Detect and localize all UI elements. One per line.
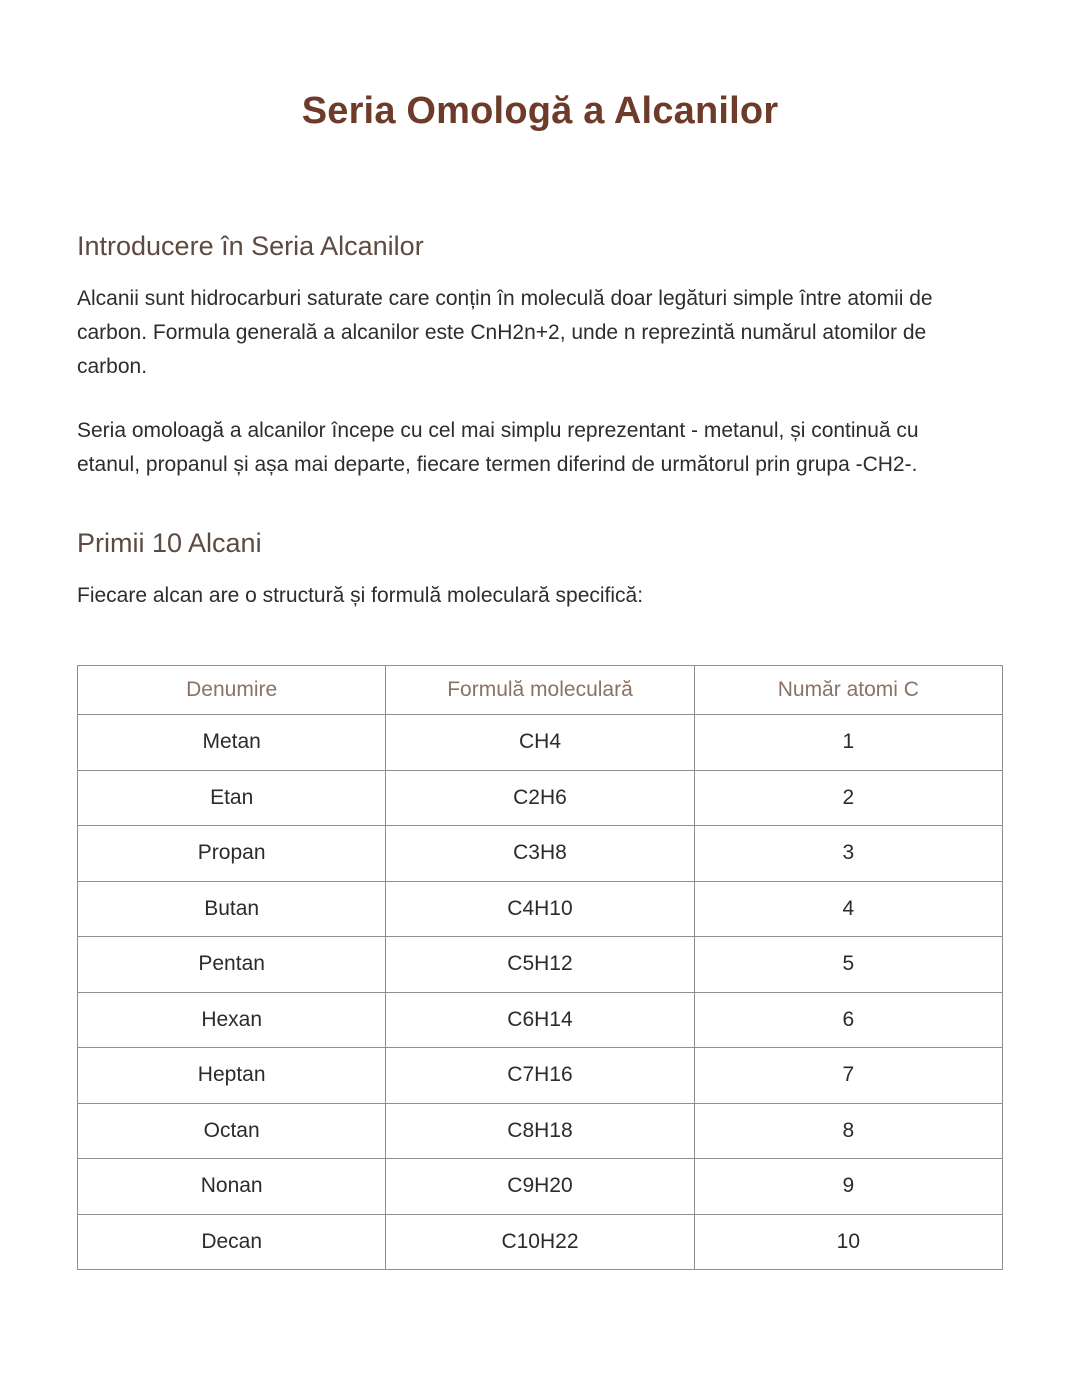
- table-cell: C8H18: [386, 1103, 694, 1159]
- alkanes-table: [77, 665, 1003, 1270]
- table-row: [78, 715, 1003, 771]
- table-cell: C7H16: [386, 1048, 694, 1104]
- table-cell: 6: [694, 992, 1002, 1048]
- page-title: Seria Omologă a Alcanilor: [301, 90, 779, 132]
- table-cell: C10H22: [386, 1214, 694, 1270]
- table-cell: Etan: [78, 770, 386, 826]
- intro-paragraph-1: Alcanii sunt hidrocarburi saturate care conțin în moleculă doar legături simple între atomii de carbon. Formula generală a alcanilor este CnH2n+2, unde n reprezintă numărul atomilor de carbon.: [77, 287, 933, 378]
- column-header-formula-moleculara: Formulă moleculară: [386, 666, 694, 715]
- table-cell: C9H20: [386, 1159, 694, 1215]
- table-cell: Pentan: [78, 937, 386, 993]
- table-cell: C4H10: [386, 881, 694, 937]
- table-cell: 4: [694, 881, 1002, 937]
- column-header-numar-atomi-c: Număr atomi C: [694, 666, 1002, 715]
- alkanes-section-heading: Primii 10 Alcani: [77, 528, 262, 558]
- table-row: [78, 1103, 1003, 1159]
- table-cell: 8: [694, 1103, 1002, 1159]
- table-cell: 9: [694, 1159, 1002, 1215]
- intro-section-heading: Introducere în Seria Alcanilor: [77, 231, 424, 261]
- table-cell: Metan: [78, 715, 386, 771]
- alkanes-intro-paragraph: Fiecare alcan are o structură și formulă moleculară specifică:: [77, 584, 644, 607]
- table-cell: 10: [694, 1214, 1002, 1270]
- table-cell: C6H14: [386, 992, 694, 1048]
- table-cell: Heptan: [78, 1048, 386, 1104]
- table-cell: Butan: [78, 881, 386, 937]
- table-row: [78, 881, 1003, 937]
- table-cell: CH4: [386, 715, 694, 771]
- table-cell: Propan: [78, 826, 386, 882]
- table-body: [78, 715, 1003, 1270]
- table-row: [78, 937, 1003, 993]
- table-header-row: [78, 666, 1003, 715]
- table-cell: 1: [694, 715, 1002, 771]
- table-row: [78, 1214, 1003, 1270]
- table-cell: 3: [694, 826, 1002, 882]
- table-row: [78, 826, 1003, 882]
- table-cell: Octan: [78, 1103, 386, 1159]
- table-cell: Hexan: [78, 992, 386, 1048]
- table-cell: C5H12: [386, 937, 694, 993]
- table-cell: Nonan: [78, 1159, 386, 1215]
- table-cell: 5: [694, 937, 1002, 993]
- table-cell: 2: [694, 770, 1002, 826]
- table-cell: Decan: [78, 1214, 386, 1270]
- table-cell: C2H6: [386, 770, 694, 826]
- table-cell: 7: [694, 1048, 1002, 1104]
- table-row: [78, 992, 1003, 1048]
- intro-paragraph-2: Seria omoloagă a alcanilor începe cu cel mai simplu reprezentant - metanul, și continuă cu etanul, propanul și așa mai departe, fiecare termen diferind de următorul prin grupa -CH2-.: [77, 419, 919, 476]
- table-cell: C3H8: [386, 826, 694, 882]
- table-row: [78, 770, 1003, 826]
- table-row: [78, 1048, 1003, 1104]
- column-header-denumire: Denumire: [78, 666, 386, 715]
- table-row: [78, 1159, 1003, 1215]
